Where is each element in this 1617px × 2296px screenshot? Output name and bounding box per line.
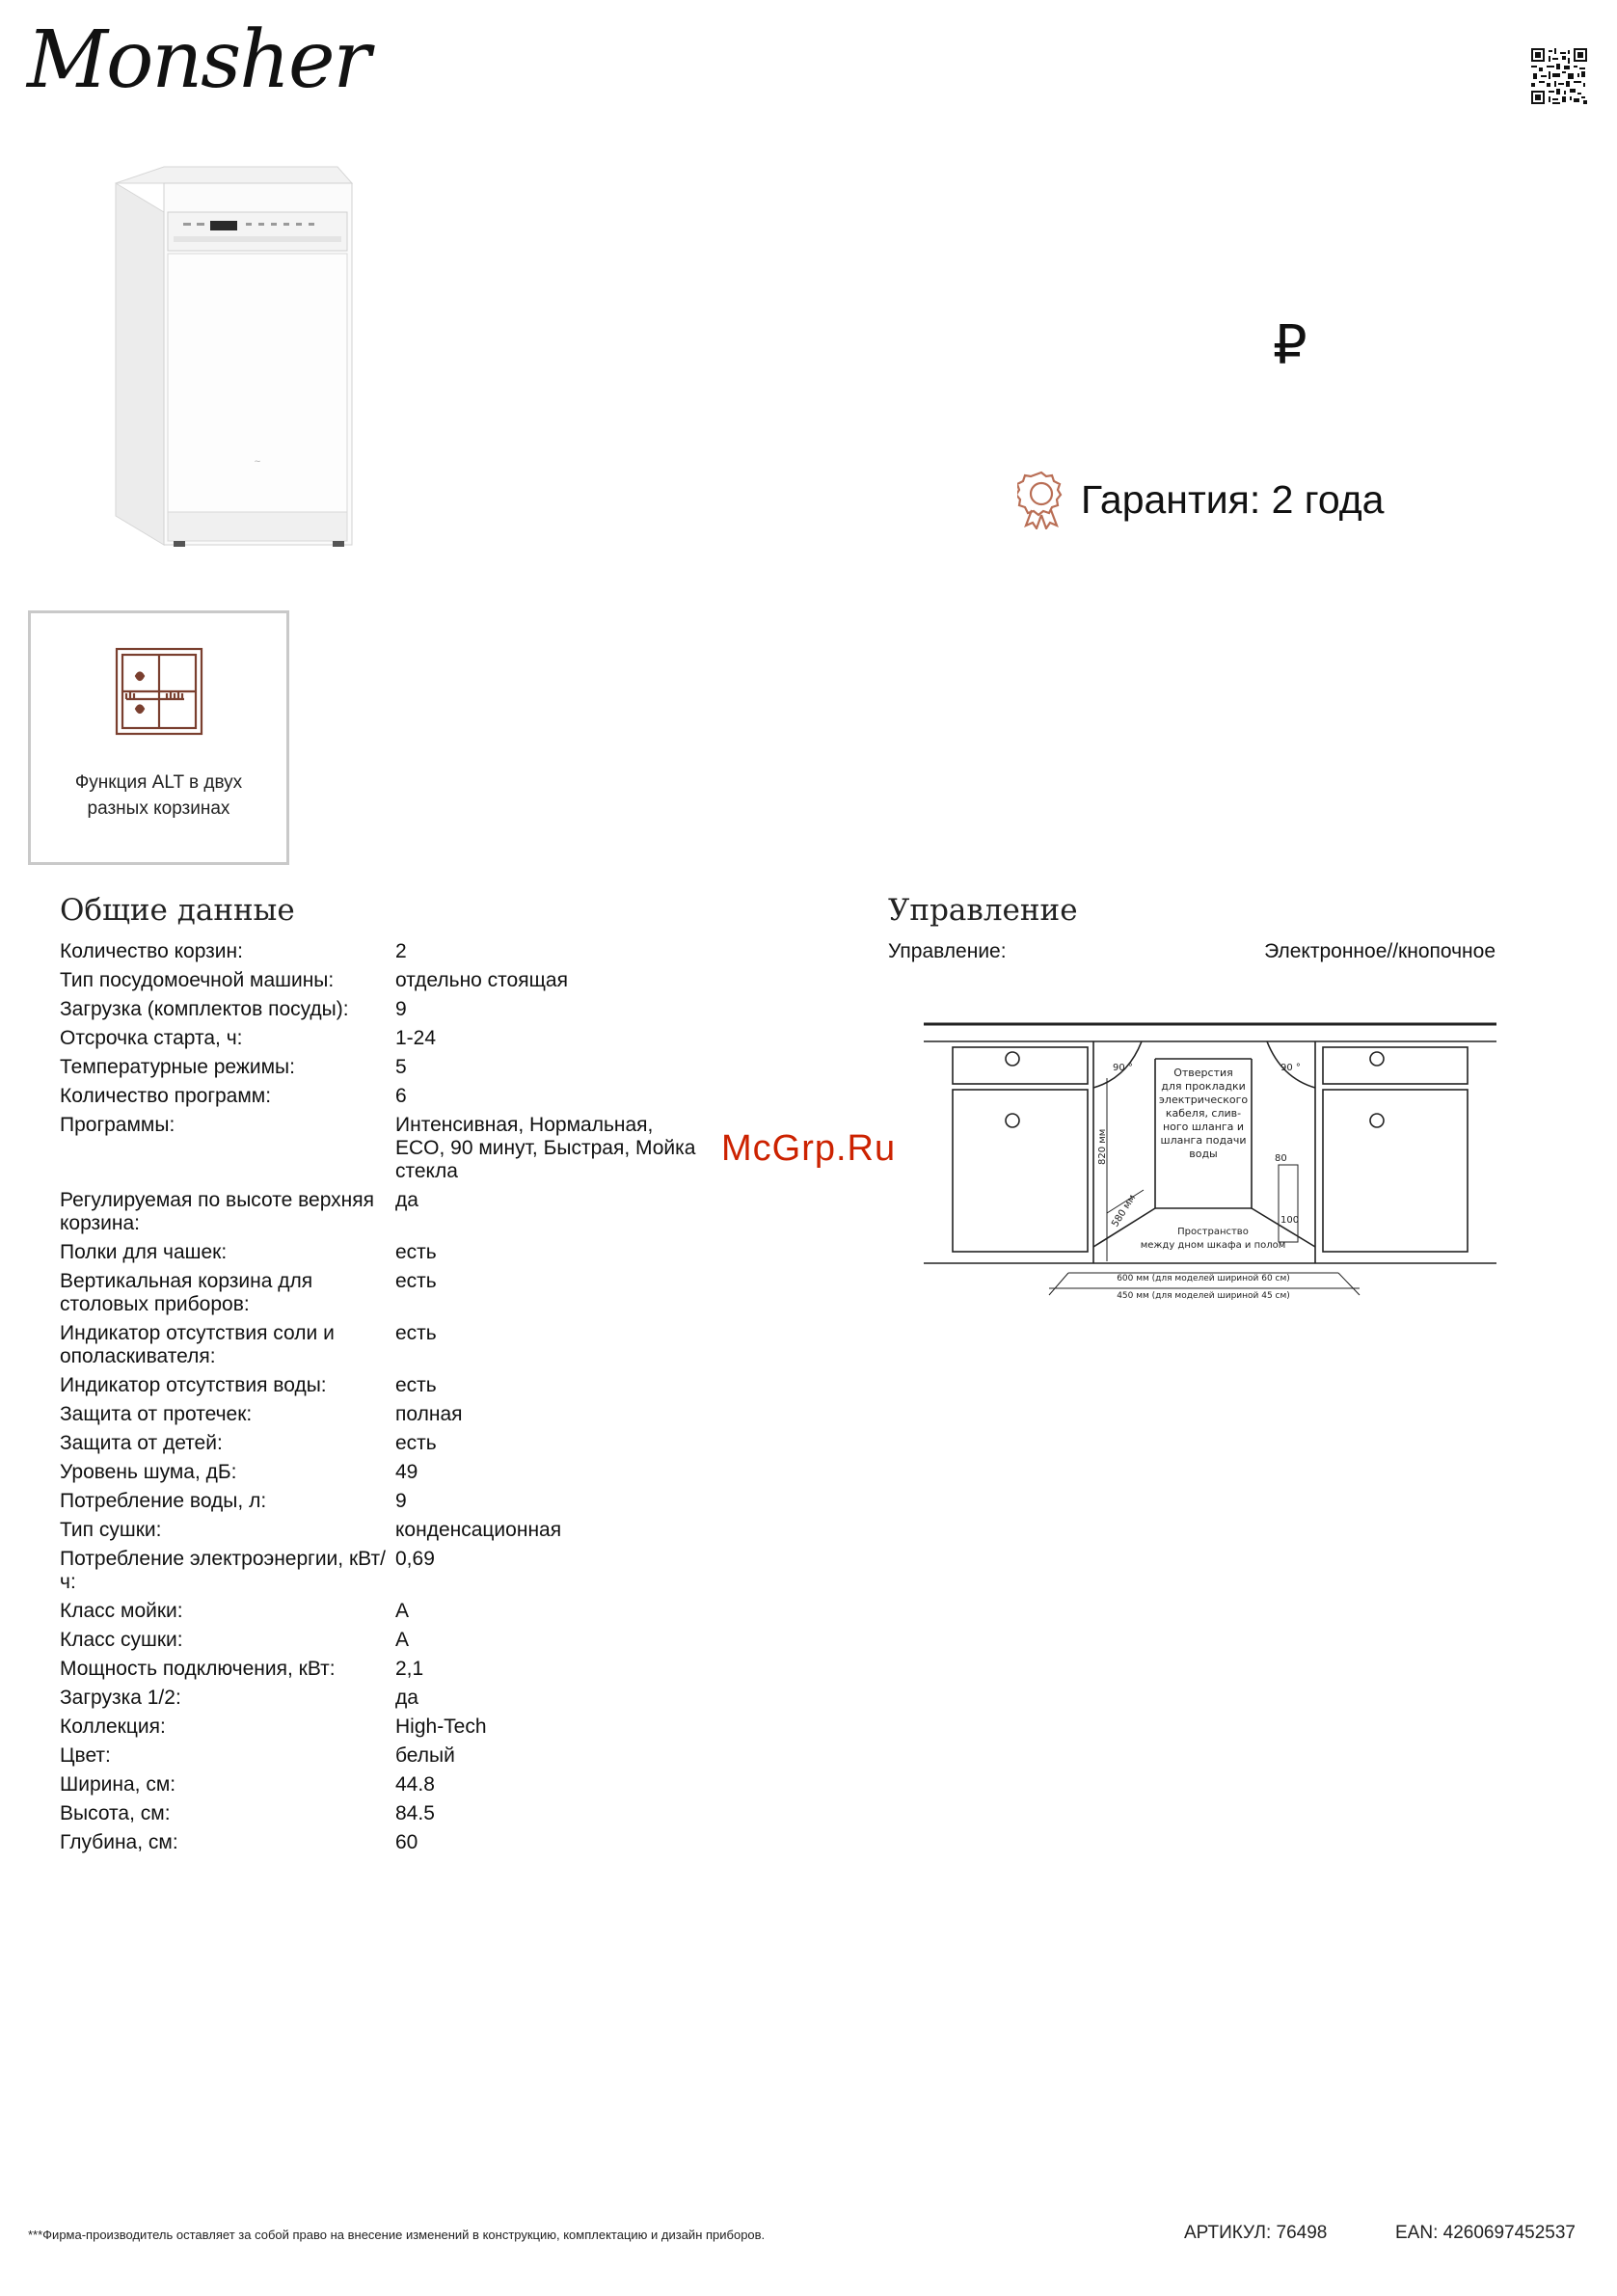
- spec-value: есть: [395, 1270, 437, 1292]
- holes-note-0: Отверстия: [1173, 1067, 1233, 1079]
- spec-row: [60, 1374, 715, 1397]
- holes-note-5: шланга подачи: [1160, 1134, 1247, 1147]
- holes-note-3: кабеля, слив-: [1165, 1107, 1242, 1120]
- control-label: Управление:: [888, 940, 1007, 962]
- spec-key: Тип посудомоечной машины:: [60, 969, 335, 991]
- spec-row: [60, 1658, 715, 1681]
- warranty-text: Гарантия: 2 года: [1081, 476, 1385, 522]
- depth-dim-label: 580 мм: [1110, 1193, 1139, 1229]
- spec-row: [60, 1629, 715, 1652]
- spec-key: Количество программ:: [60, 1085, 272, 1107]
- spec-value: 84.5: [395, 1802, 435, 1824]
- spec-value: 2,1: [395, 1658, 424, 1680]
- space-note-1: между дном шкафа и полом: [1140, 1240, 1286, 1251]
- spec-row: [60, 1189, 715, 1235]
- spec-key: Загрузка 1/2:: [60, 1687, 181, 1709]
- spec-value: есть: [395, 1432, 437, 1454]
- specs-table: [60, 940, 715, 1860]
- control-row: [888, 940, 1496, 963]
- space-note-0: Пространство: [1177, 1227, 1249, 1237]
- spec-row: [60, 1085, 715, 1108]
- spec-key: Мощность подключения, кВт:: [60, 1658, 336, 1680]
- spec-value: конденсационная: [395, 1519, 562, 1541]
- spec-value: есть: [395, 1374, 437, 1396]
- spec-value: да: [395, 1687, 418, 1709]
- spec-value: есть: [395, 1241, 437, 1263]
- spec-row: [60, 1744, 715, 1768]
- height-dim-label: 820 мм: [1097, 1128, 1108, 1165]
- angle-left-label: 90 °: [1113, 1063, 1133, 1073]
- spec-value: 49: [395, 1461, 418, 1483]
- spec-row: [60, 1773, 715, 1796]
- spec-key: Уровень шума, дБ:: [60, 1461, 237, 1483]
- spec-key: Тип сушки:: [60, 1519, 162, 1541]
- spec-key: Глубина, см:: [60, 1831, 178, 1853]
- spec-value: 9: [395, 998, 407, 1020]
- spec-row: [60, 1270, 715, 1316]
- spec-value: отдельно стоящая: [395, 969, 568, 991]
- spec-value: High-Tech: [395, 1715, 487, 1738]
- watermark: McGrp.Ru: [721, 1128, 897, 1169]
- holes-note-2: электрического: [1158, 1094, 1249, 1106]
- spec-key: Коллекция:: [60, 1715, 166, 1738]
- dim-80-label: 80: [1275, 1153, 1287, 1164]
- section-title-general: Общие данные: [60, 893, 295, 928]
- spec-row: [60, 1241, 715, 1264]
- angle-right-label: 90 °: [1280, 1063, 1301, 1073]
- spec-row: [60, 998, 715, 1021]
- spec-key: Защита от детей:: [60, 1432, 223, 1454]
- spec-key: Класс мойки:: [60, 1600, 183, 1622]
- spec-value: 2: [395, 940, 407, 962]
- spec-row: [60, 969, 715, 992]
- spec-row: [60, 1802, 715, 1825]
- spec-row: [60, 1490, 715, 1513]
- spec-row: [60, 1027, 715, 1050]
- spec-key: Регулируемая по высоте верхняя корзина:: [60, 1189, 375, 1234]
- installation-diagram: [924, 1020, 1496, 1310]
- holes-note-1: для прокладки: [1161, 1080, 1246, 1093]
- spec-key: Полки для чашек:: [60, 1241, 228, 1263]
- spec-value: да: [395, 1189, 418, 1211]
- spec-row: [60, 1548, 715, 1594]
- width-45-label: 450 мм (для моделей шириной 45 см): [1117, 1291, 1290, 1301]
- qr-code-icon: [1531, 48, 1587, 104]
- feature-label: Функция ALT в двух разных корзинах: [74, 772, 243, 819]
- spec-row: [60, 1056, 715, 1079]
- price-currency: ₽: [1273, 314, 1307, 375]
- spec-value: 6: [395, 1085, 407, 1107]
- spec-key: Индикатор отсутствия воды:: [60, 1374, 327, 1396]
- ean-code: EAN: 4260697452537: [1395, 2223, 1576, 2243]
- spec-row: [60, 1114, 715, 1183]
- spec-value: 0,69: [395, 1548, 435, 1570]
- spec-value: полная: [395, 1403, 463, 1425]
- feature-card-alt: [28, 610, 289, 865]
- spec-value: 60: [395, 1831, 418, 1853]
- spec-key: Вертикальная корзина для столовых приборов:: [60, 1270, 313, 1315]
- section-title-control: Управление: [888, 893, 1078, 928]
- spec-key: Программы:: [60, 1114, 175, 1136]
- spec-row: [60, 1519, 715, 1542]
- spec-key: Защита от протечек:: [60, 1403, 253, 1425]
- holes-note-6: воды: [1189, 1148, 1218, 1160]
- warranty-info: [1017, 470, 1385, 529]
- spec-key: Индикатор отсутствия соли и ополаскивателя:: [60, 1322, 335, 1367]
- spec-key: Потребление электроэнергии, кВт/ч:: [60, 1548, 386, 1593]
- spec-key: Класс сушки:: [60, 1629, 183, 1651]
- spec-value: 44.8: [395, 1773, 435, 1796]
- svg-text:~: ~: [254, 457, 261, 467]
- spec-value: 5: [395, 1056, 407, 1078]
- holes-note-4: ного шланга и: [1162, 1121, 1245, 1133]
- spec-key: Цвет:: [60, 1744, 111, 1767]
- article-number: АРТИКУЛ: 76498: [1184, 2223, 1328, 2243]
- spec-value: белый: [395, 1744, 455, 1767]
- spec-row: [60, 1600, 715, 1623]
- spec-key: Загрузка (комплектов посуды):: [60, 998, 349, 1020]
- warranty-badge-icon: [1017, 470, 1065, 529]
- spec-value: 9: [395, 1490, 407, 1512]
- spec-row: [60, 1831, 715, 1854]
- footer-disclaimer: ***Фирма-производитель оставляет за собой право на внесение изменений в конструкцию, комплектацию и дизайн приборов.: [28, 2228, 766, 2242]
- spec-row: [60, 1715, 715, 1739]
- spec-key: Количество корзин:: [60, 940, 243, 962]
- control-value: Электронное//кнопочное: [1264, 940, 1496, 962]
- spec-key: Высота, см:: [60, 1802, 171, 1824]
- spec-key: Ширина, см:: [60, 1773, 176, 1796]
- brand-logo: Monsher: [27, 14, 369, 106]
- spec-row: [60, 1461, 715, 1484]
- dim-100-label: 100: [1280, 1215, 1300, 1226]
- spec-key: Температурные режимы:: [60, 1056, 295, 1078]
- width-60-label: 600 мм (для моделей шириной 60 см): [1117, 1274, 1290, 1283]
- spec-value: A: [395, 1629, 410, 1651]
- spec-row: [60, 1687, 715, 1710]
- spec-row: [60, 1432, 715, 1455]
- spec-row: [60, 940, 715, 963]
- spec-key: Потребление воды, л:: [60, 1490, 267, 1512]
- spec-value: Интенсивная, Нормальная, ECO, 90 минут, Быстрая, Мойка стекла: [395, 1114, 696, 1182]
- spec-value: A: [395, 1600, 410, 1622]
- alt-baskets-icon: [115, 647, 203, 736]
- spec-value: 1-24: [395, 1027, 437, 1049]
- spec-row: [60, 1403, 715, 1426]
- spec-key: Отсрочка старта, ч:: [60, 1027, 243, 1049]
- spec-row: [60, 1322, 715, 1368]
- spec-value: есть: [395, 1322, 437, 1344]
- dishwasher-product-image: [106, 159, 395, 574]
